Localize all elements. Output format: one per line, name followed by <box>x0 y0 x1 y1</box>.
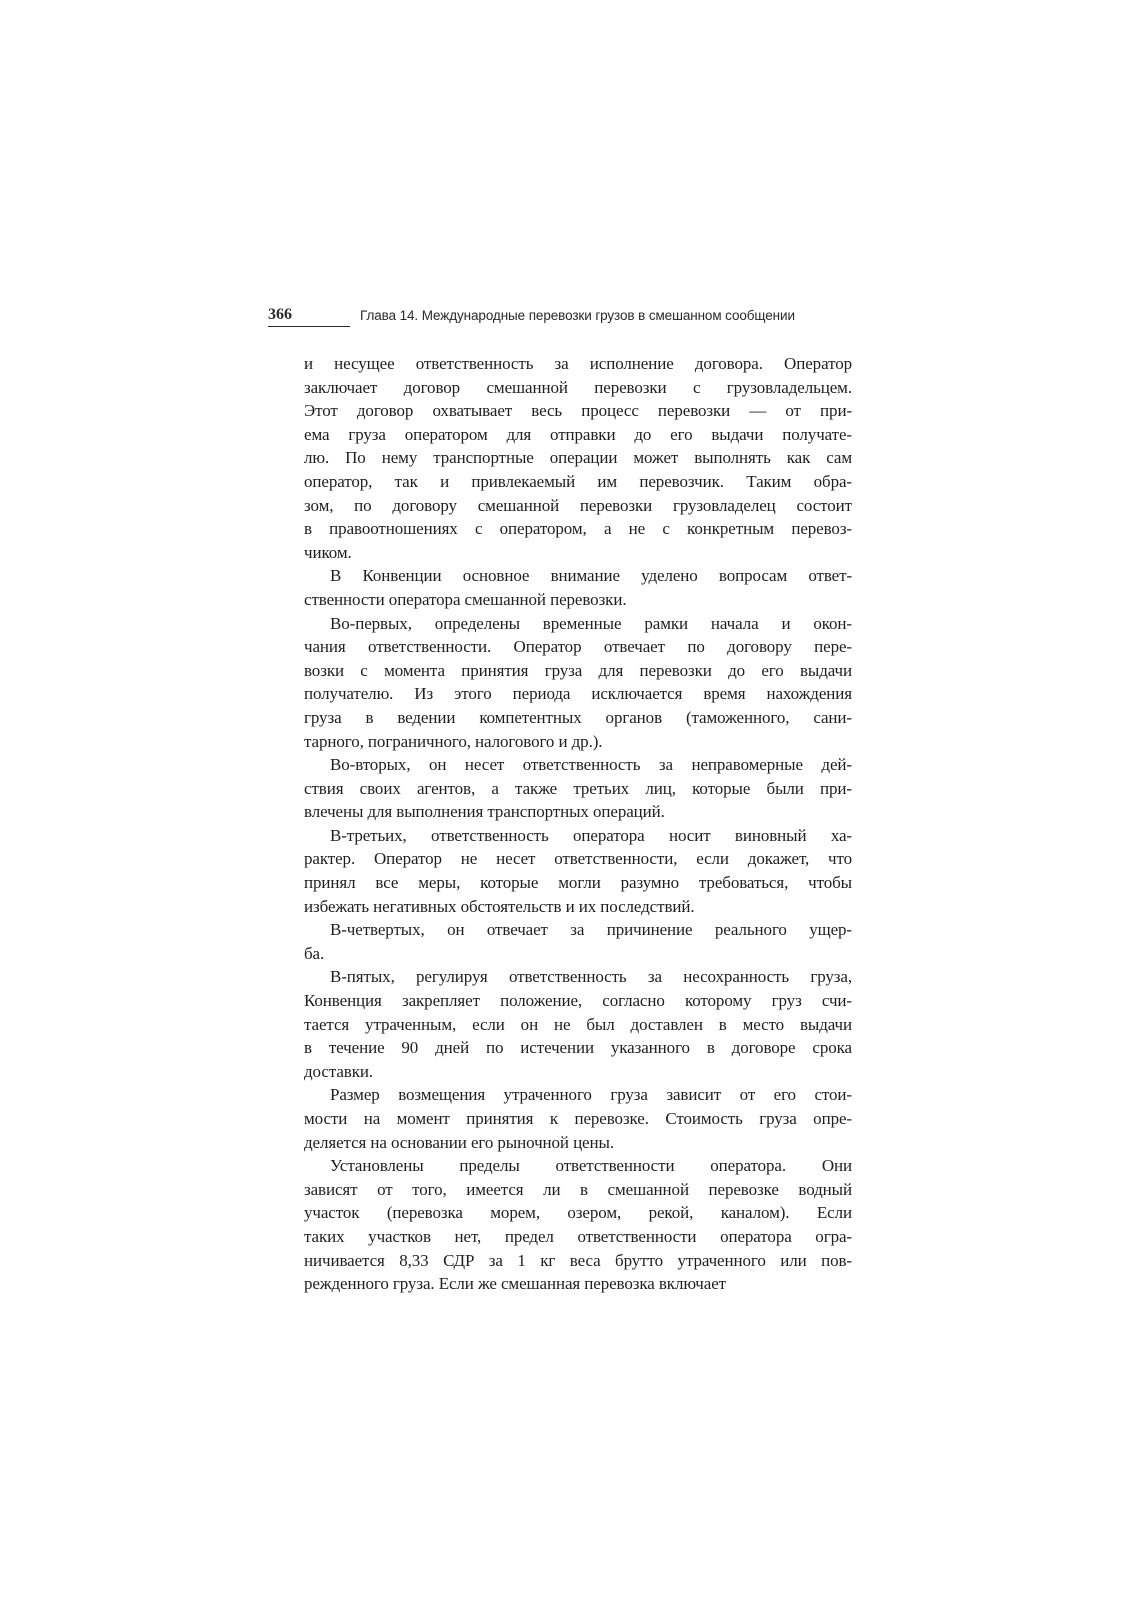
text-line: принял все меры, которые могли разумно требоваться, чтобы <box>304 873 852 893</box>
text-line: доставки. <box>304 1061 374 1081</box>
text-line: мости на момент принятия к перевозке. Стоимость груза опре- <box>304 1109 852 1128</box>
text-line: получателю. Из этого периода исключается время нахождения <box>304 684 852 704</box>
text-line: в течение 90 дней по истечении указанного в договоре срока <box>304 1038 852 1058</box>
text-line: Во-первых, определены временные рамки начала и окон- <box>330 613 852 633</box>
text-line: и несущее ответственность за исполнение договора. Оператор <box>304 354 852 373</box>
text-line: чания ответственности. Оператор отвечает по договору пере- <box>304 637 852 657</box>
text-line: таких участков нет, предел ответственности оператора огра- <box>304 1226 852 1246</box>
text-line: В Конвенции основное внимание уделено вопросам ответ- <box>330 566 852 586</box>
text-line: ничивается 8,33 СДР за 1 кг веса брутто утраченного или пов- <box>304 1250 852 1270</box>
text-line: чиком. <box>304 542 352 562</box>
text-line: режденного груза. Если же смешанная перевозка включает <box>304 1274 726 1294</box>
page-number: 366 <box>268 306 350 327</box>
paragraph <box>304 753 852 824</box>
text-line: В-третьих, ответственность оператора носит виновный ха- <box>330 825 852 845</box>
text-line: груза в ведении компетентных органов (таможенного, сани- <box>304 707 852 727</box>
text-line: оператор, так и привлекаемый им перевозчик. Таким обра- <box>304 471 852 491</box>
paragraph <box>304 612 852 754</box>
chapter-title: Глава 14. Международные перевозки грузов в смешанном сообщении <box>360 308 795 323</box>
text-line: зом, по договору смешанной перевозки грузовладелец состоит <box>304 495 852 515</box>
text-line: влечены для выполнения транспортных операций. <box>304 802 665 822</box>
paragraph <box>304 965 852 1083</box>
paragraph <box>304 352 852 564</box>
paragraph <box>304 824 852 918</box>
paragraph <box>304 1083 852 1154</box>
text-line: избежать негативных обстоятельств и их последствий. <box>304 896 695 916</box>
text-line: ема груза оператором для отправки до его выдачи получате- <box>304 424 852 444</box>
text-line: В-четвертых, он отвечает за причинение реального ущер- <box>330 920 852 940</box>
text-line: ствия своих агентов, а также третьих лиц, которые были при- <box>304 778 852 798</box>
text-line: заключает договор смешанной перевозки с грузовладельцем. <box>304 377 852 397</box>
text-line: лю. По нему транспортные операции может выполнять как сам <box>304 448 852 468</box>
text-line: В-пятых, регулируя ответственность за несохранность груза, <box>330 967 852 987</box>
text-line: Конвенция закрепляет положение, согласно которому груз счи- <box>304 991 852 1011</box>
paragraph <box>304 564 852 611</box>
text-line: Размер возмещения утраченного груза зависит от его стои- <box>330 1085 852 1105</box>
text-line: Во-вторых, он несет ответственность за неправомерные дей- <box>330 755 852 775</box>
paragraph <box>304 1154 852 1296</box>
text-line: Установлены пределы ответственности оператора. Они <box>330 1156 852 1176</box>
text-line: ба. <box>304 943 325 963</box>
text-line: тается утраченным, если он не был доставлен в место выдачи <box>304 1014 852 1034</box>
text-line: тарного, пограничного, налогового и др.). <box>304 731 603 751</box>
text-line: деляется на основании его рыночной цены. <box>304 1132 614 1152</box>
body-text <box>304 352 852 1296</box>
text-line: зависят от того, имеется ли в смешанной перевозке водный <box>304 1179 852 1199</box>
text-line: в правоотношениях с оператором, а не с конкретным перевоз- <box>304 519 852 539</box>
text-line: Этот договор охватывает весь процесс перевозки — от при- <box>304 401 852 421</box>
text-line: участок (перевозка морем, озером, рекой, каналом). Если <box>304 1203 852 1223</box>
text-line: возки с момента принятия груза для перевозки до его выдачи <box>304 660 852 680</box>
text-line: ственности оператора смешанной перевозки. <box>304 589 627 609</box>
running-head <box>268 306 848 330</box>
paragraph <box>304 918 852 965</box>
text-line: рактер. Оператор не несет ответственности, если докажет, что <box>304 849 852 869</box>
